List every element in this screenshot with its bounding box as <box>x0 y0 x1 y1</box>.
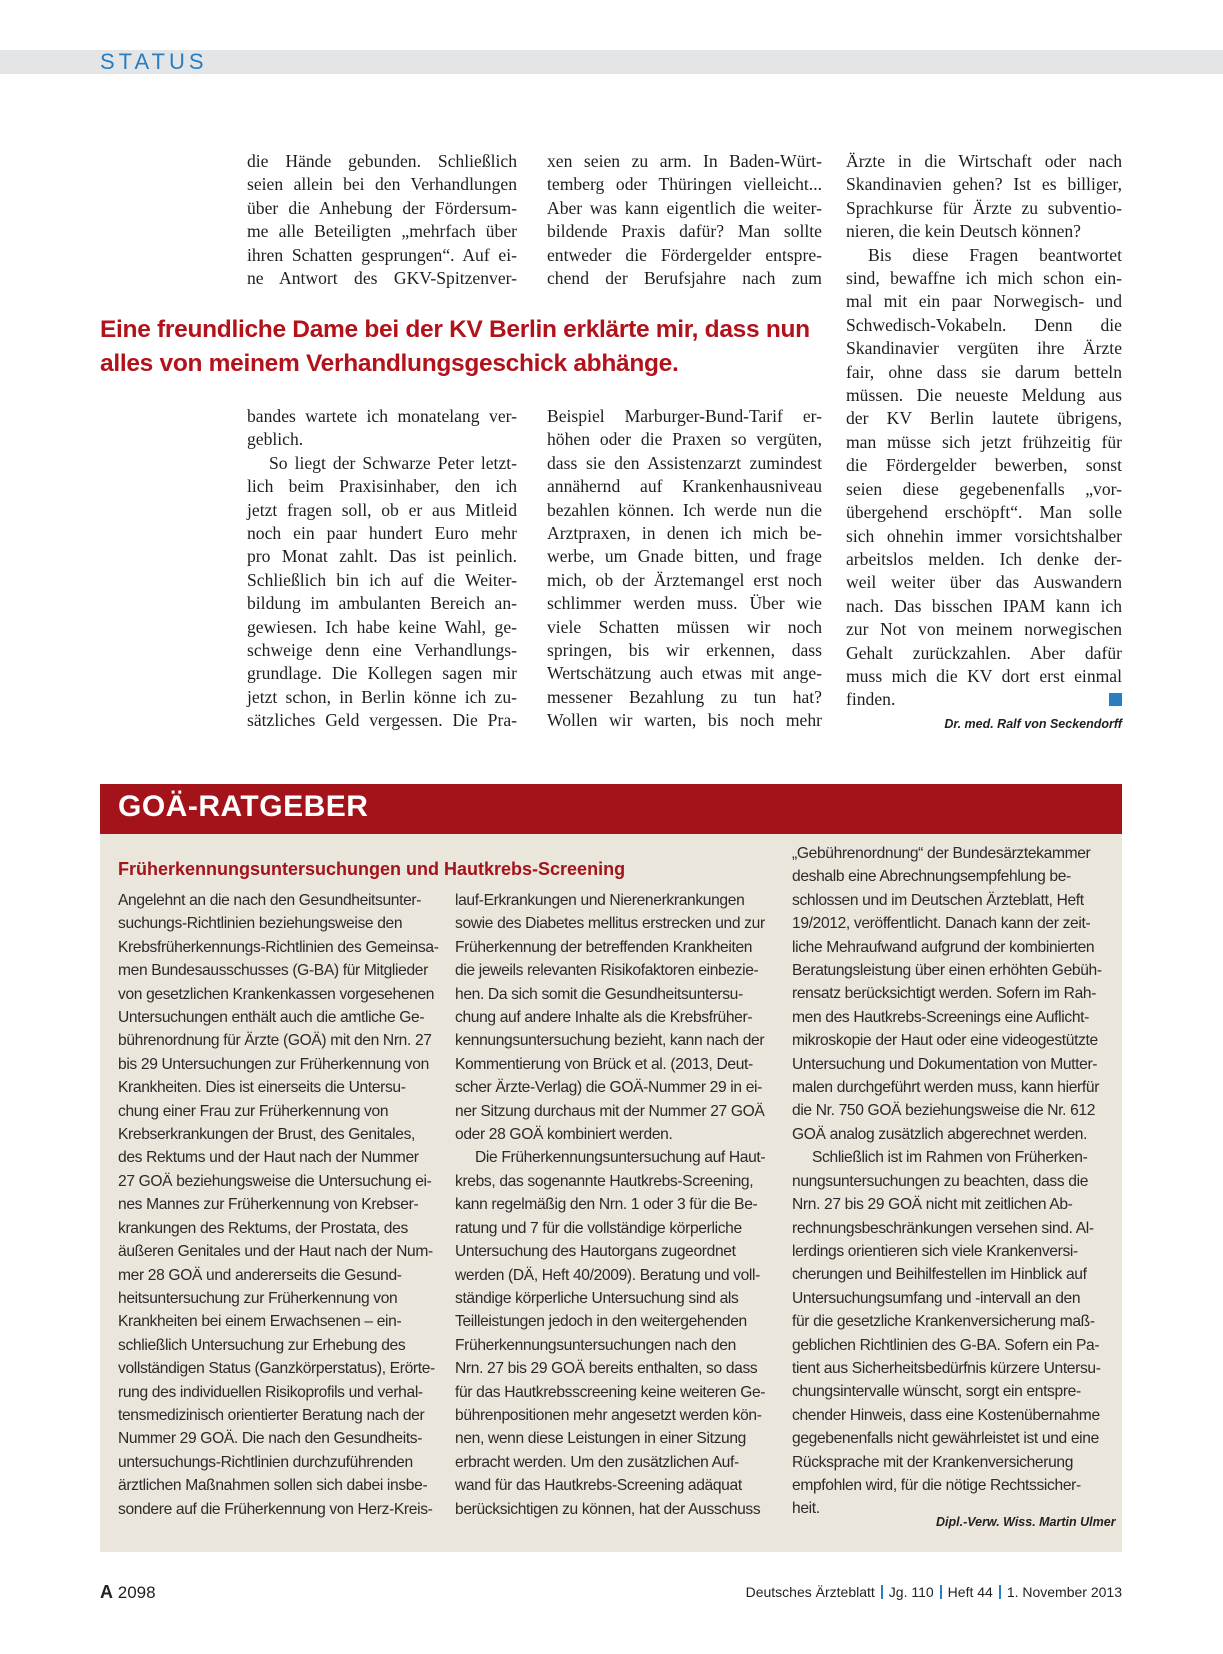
text-line: cherungen und Beihilfestellen im Hinblick auf <box>792 1266 1087 1284</box>
text-line: seien diese gegebenenfalls „vor- <box>846 478 1122 499</box>
text-line: pro Monat zahlt. Das ist peinlich. <box>247 546 517 567</box>
text-line: für die gesetzliche Krankenversicherung maß- <box>792 1313 1095 1331</box>
text-line: mikroskopie der Haut oder eine videogestützte <box>792 1032 1098 1050</box>
text-line: scher Ärzte-Verlag) die GOÄ-Nummer 29 in ei- <box>455 1079 762 1097</box>
article-col3 <box>846 150 1122 712</box>
text-line: ärztlichen Maßnahmen sollen sich dabei insbe- <box>118 1477 428 1495</box>
text-line: chungsintervalle wünscht, sorgt ein entspre- <box>792 1383 1081 1401</box>
advice-box-title: GOÄ-RATGEBER <box>118 790 369 823</box>
text-line: entweder die Fördergelder entspre- <box>547 244 822 265</box>
journal-issue: Heft 44 <box>947 1584 993 1600</box>
text-line: werden (DÄ, Heft 40/2009). Beratung und voll- <box>455 1266 760 1284</box>
article-col1-bottom <box>247 405 517 733</box>
text-line: die Hände gebunden. Schließlich <box>247 151 517 171</box>
article-col1-top <box>247 150 517 290</box>
text-line: arbeitslos melden. Ich denke der- <box>846 548 1122 569</box>
text-line: der KV Berlin lautete übrigens, <box>846 408 1122 429</box>
text-line: men Bundesausschusses (G-BA) für Mitglieder <box>118 962 428 980</box>
text-line: malen durchgeführt werden muss, kann hierfür <box>792 1079 1100 1097</box>
text-line: Sprachkurse für Ärzte zu subventio- <box>846 197 1122 218</box>
text-line: krebs, das sogenannte Hautkrebs-Screening, <box>455 1172 754 1190</box>
text-line: Aber was kann eigentlich die weiter- <box>547 197 822 218</box>
text-line: jetzt fragen soll, ob er aus Mitleid <box>247 499 517 520</box>
text-line: geblich. <box>247 429 304 450</box>
text-line: für das Hautkrebsscreening keine weiteren Ge- <box>455 1383 766 1401</box>
text-line: heitsuntersuchung zur Früherkennung von <box>118 1289 398 1307</box>
text-line: wand für das Hautkrebs-Screening adäquat <box>455 1477 742 1495</box>
advice-box-subtitle: Früherkennungsuntersuchungen und Hautkrebs-Screening <box>118 859 626 879</box>
text-line: GOÄ analog zusätzlich abgerechnet werden. <box>792 1125 1088 1143</box>
text-line: ständige körperliche Untersuchung sind als <box>455 1289 739 1307</box>
text-line: Früherkennungsuntersuchungen nach den <box>455 1336 736 1354</box>
text-line: nungsuntersuchungen zu beachten, dass die <box>792 1172 1089 1190</box>
text-line: sind, bewaffne ich mich schon ein- <box>846 268 1122 289</box>
advice-author: Dipl.-Verw. Wiss. Martin Ulmer <box>936 1515 1116 1529</box>
advice-col3 <box>792 842 1107 1521</box>
text-line: äußeren Genitales und der Haut nach der Num- <box>118 1243 433 1261</box>
text-line: bezahlen können. Ich werde nun die <box>547 499 822 520</box>
text-line: des Rektums und der Haut nach der Nummer <box>118 1149 419 1167</box>
text-line: Wertschätzung auch etwas mit ange- <box>547 663 822 684</box>
text-line: noch ein paar hundert Euro mehr <box>247 523 517 544</box>
pull-quote-line: alles von meinem Verhandlungsgeschick abhänge. <box>100 350 679 377</box>
text-line: „Gebührenordnung“ der Bundesärztekammer <box>792 845 1091 862</box>
text-line: rensatz berücksichtigt werden. Sofern im Rah- <box>792 985 1097 1003</box>
text-line: schlimmer werden muss. Über wie <box>547 593 822 614</box>
text-line: Beratungsleistung über einen erhöhten Gebüh- <box>792 962 1102 980</box>
text-line: kann regelmäßig den Nrn. 1 oder 3 für die Be- <box>455 1196 758 1214</box>
advice-col2 <box>455 889 770 1521</box>
text-line: Gehalt zurückzahlen. Aber dafür <box>846 642 1122 663</box>
text-line: Früherkennung der betreffenden Krankheiten <box>455 938 753 956</box>
text-line: ne Antwort des GKV-Spitzenver- <box>247 268 517 289</box>
pull-quote <box>100 313 820 381</box>
text-line: rung des individuellen Risikoprofils und verhal- <box>118 1383 423 1401</box>
text-line: bildende Praxis dafür? Man sollte <box>547 221 822 242</box>
text-line: So liegt der Schwarze Peter letzt- <box>269 452 517 473</box>
text-line: die Fördergelder bewerben, sonst <box>846 455 1122 476</box>
text-line: seien allein bei den Verhandlungen <box>247 174 517 195</box>
text-line: springen, bis wir erkennen, dass <box>547 640 822 661</box>
text-line: grundlage. Die Kollegen sagen mir <box>247 663 517 684</box>
page-number <box>100 1582 156 1603</box>
text-line: bührenordnung für Ärzte (GOÄ) mit den Nrn. 27 <box>118 1032 432 1050</box>
text-line: lauf-Erkrankungen und Nierenerkrankungen <box>455 892 745 909</box>
text-line: Nrn. 27 bis 29 GOÄ bereits enthalten, so dass <box>455 1360 758 1378</box>
text-line: sondere auf die Früherkennung von Herz-Kreis- <box>118 1500 433 1518</box>
text-line: deshalb eine Abrechnungsempfehlung be- <box>792 868 1071 886</box>
text-line: bildung im ambulanten Bereich an- <box>247 593 517 614</box>
text-line: muss mich die KV dort erst einmal <box>846 665 1122 686</box>
text-line: Krebsfrüherkennungs-Richtlinien des Gemeinsa- <box>118 938 439 956</box>
text-line: bührenpositionen mehr angesetzt werden kön- <box>455 1406 762 1424</box>
text-line: ratung und 7 für die vollständige körperliche <box>455 1219 742 1237</box>
text-line: temberg oder Thüringen vielleicht... <box>547 174 822 195</box>
text-line: oder 28 GOÄ kombiniert werden. <box>455 1126 673 1144</box>
text-line: mich, ob der Ärztemangel erst noch <box>547 569 822 590</box>
text-line: nen, wenn diese Leistungen in einer Sitzung <box>455 1430 746 1448</box>
text-line: chung einer Frau zur Früherkennung von <box>118 1102 389 1120</box>
journal-volume: Jg. 110 <box>888 1584 934 1600</box>
text-line: jetzt schon, in Berlin könne ich zu- <box>247 686 517 707</box>
text-line: nes Mannes zur Früherkennung von Krebser- <box>118 1196 419 1214</box>
text-line: schlossen und im Deutschen Ärzteblatt, Heft <box>792 891 1084 909</box>
text-line: suchungs-Richtlinien beziehungsweise den <box>118 915 403 933</box>
text-line: Beispiel Marburger-Bund-Tarif er- <box>547 406 822 426</box>
text-line: Angelehnt an die nach den Gesundheitsunter- <box>118 892 422 909</box>
text-line: Untersuchungen enthält auch die amtliche Ge- <box>118 1009 425 1027</box>
text-line: schweige denn eine Verhandlungs- <box>247 640 517 661</box>
text-line: Krankheiten. Dies ist einerseits die Untersu- <box>118 1079 406 1097</box>
text-line: über die Anhebung der Fördersum- <box>247 197 517 218</box>
text-line: xen seien zu arm. In Baden-Würt- <box>547 151 822 171</box>
text-line: krankungen des Rektums, der Prostata, des <box>118 1219 408 1237</box>
text-line: chender Hinweis, dass eine Kostenübernahme <box>792 1406 1100 1424</box>
text-line: messener Bezahlung zu tun hat? <box>547 686 822 707</box>
text-line: schließlich Untersuchung zur Erhebung des <box>118 1336 406 1354</box>
text-line: rechnungsbeschränkungen versehen sind. Al- <box>792 1219 1094 1237</box>
text-line: müssen. Die neueste Meldung aus <box>846 385 1122 406</box>
text-line: empfohlen wird, für die nötige Rechtssicher- <box>792 1476 1081 1494</box>
text-line: Teilleistungen jedoch in den weitergehenden <box>455 1313 747 1331</box>
text-line: berücksichtigen zu können, hat der Ausschuss <box>455 1500 761 1518</box>
article-col2-bottom <box>547 405 822 733</box>
text-line: 27 GOÄ beziehungsweise die Untersuchung ei- <box>118 1172 432 1190</box>
text-line: me alle Beteiligten „mehrfach über <box>247 221 517 242</box>
journal-name: Deutsches Ärzteblatt <box>745 1584 875 1600</box>
text-line: Schwedisch-Vokabeln. Denn die <box>846 314 1122 335</box>
text-line: lich beim Praxisinhaber, den ich <box>247 476 517 497</box>
page-prefix: A <box>100 1582 113 1602</box>
text-line: weil weiter über das Auswandern <box>846 572 1122 593</box>
text-line: chend der Berufsjahre nach zum <box>547 268 822 289</box>
text-line: Rücksprache mit der Krankenversicherung <box>792 1453 1074 1471</box>
text-line: men des Hautkrebs-Screenings eine Auflicht- <box>792 1008 1089 1026</box>
text-line: sich ohnehin immer vorsichtshalber <box>846 525 1122 546</box>
text-line: höhen oder die Praxen so vergüten, <box>547 429 822 450</box>
text-line: die Nr. 750 GOÄ beziehungsweise die Nr. 612 <box>792 1102 1096 1120</box>
text-line: Kommentierung von Brück et al. (2013, Deut- <box>455 1055 753 1073</box>
text-line: mer 28 GOÄ und andererseits die Gesund- <box>118 1266 402 1284</box>
text-line: erbracht werden. Um den zusätzlichen Auf- <box>455 1453 739 1471</box>
text-line: Skandinavien gehen? Ist es billiger, <box>846 174 1122 195</box>
article-author: Dr. med. Ralf von Seckendorff <box>944 717 1122 731</box>
text-line: bis 29 Untersuchungen zur Früherkennung von <box>118 1055 429 1073</box>
text-line: finden. <box>846 689 896 710</box>
text-line: Schließlich bin ich auf die Weiter- <box>247 569 517 590</box>
text-line: Untersuchungsumfang und -intervall an den <box>792 1289 1081 1307</box>
text-line: übergehend erschöpft“. Man solle <box>846 502 1122 523</box>
text-line: kennungsuntersuchung bezieht, kann nach der <box>455 1032 765 1050</box>
text-line: chung auf andere Inhalte als die Krebsfrüher- <box>455 1009 753 1027</box>
text-line: heit. <box>792 1500 820 1518</box>
journal-info <box>746 1584 1122 1600</box>
text-line: dass sie den Assistenzarzt zumindest <box>547 452 822 473</box>
text-line: Untersuchung des Hautorgans zugeordnet <box>455 1243 736 1261</box>
text-line: fair, ohne dass sie darum betteln <box>846 361 1122 382</box>
text-line: Krankheiten bei einem Erwachsenen – ein- <box>118 1313 402 1331</box>
text-line: Bis diese Fragen beantwortet <box>868 244 1122 265</box>
end-of-article-mark <box>1109 693 1122 706</box>
text-line: Untersuchung und Dokumentation von Mutter- <box>792 1055 1098 1073</box>
separator <box>999 1585 1001 1599</box>
text-line: mal mit ein paar Norwegisch- und <box>846 291 1122 312</box>
section-label: STATUS <box>100 49 208 74</box>
text-line: ihren Schatten gesprungen“. Auf ei- <box>247 244 517 265</box>
page-number-value: 2098 <box>117 1583 156 1602</box>
text-line: lerdings orientieren sich viele Krankenversi- <box>792 1242 1078 1260</box>
text-line: Krebserkrankungen der Brust, des Genitales, <box>118 1126 415 1144</box>
text-line: tensmedizinisch orientierter Beratung nach der <box>118 1406 425 1424</box>
text-line: annähernd auf Krankenhausniveau <box>547 476 822 497</box>
text-line: nach. Das bisschen IPAM kann ich <box>846 595 1122 616</box>
pull-quote-line: Eine freundliche Dame bei der KV Berlin erklärte mir, dass nun <box>100 316 810 343</box>
text-line: untersuchungs-Richtlinien durchzuführenden <box>118 1453 413 1471</box>
text-line: werbe, um Gnade bitten, und frage <box>547 546 822 567</box>
text-line: die jeweils relevanten Risikofaktoren einbezie- <box>455 962 759 980</box>
text-line: gewiesen. Ich habe keine Wahl, ge- <box>247 616 517 637</box>
text-line: Nummer 29 GOÄ. Die nach den Gesundheits- <box>118 1430 423 1448</box>
text-line: viele Schatten müssen wir noch <box>547 616 822 637</box>
text-line: hen. Da sich somit die Gesundheitsuntersu- <box>455 985 743 1003</box>
text-line: Arztpraxen, in denen ich mich be- <box>547 523 822 544</box>
text-line: 19/2012, veröffentlicht. Danach kann der zeit- <box>792 915 1091 933</box>
text-line: von gesetzlichen Krankenkassen vorgesehenen <box>118 985 435 1003</box>
text-line: sowie des Diabetes mellitus erstrecken und zur <box>455 915 765 933</box>
text-line: ner Sitzung durchaus mit der Nummer 27 GOÄ <box>455 1102 765 1120</box>
text-line: Schließlich ist im Rahmen von Früherken- <box>812 1149 1088 1167</box>
text-line: sätzliches Geld vergessen. Die Pra- <box>247 710 517 731</box>
text-line: vollständigen Status (Ganzkörperstatus), Erörte- <box>118 1360 435 1378</box>
text-line: liche Mehraufwand aufgrund der kombinierten <box>792 938 1095 956</box>
text-line-last <box>846 688 1122 711</box>
text-line: Die Früherkennungsuntersuchung auf Haut- <box>475 1149 766 1167</box>
advice-col1 <box>118 889 439 1521</box>
article-col2-top <box>547 150 822 290</box>
text-line: zur Not von meinem norwegischen <box>846 619 1122 640</box>
separator <box>940 1585 942 1599</box>
text-line: nieren, die kein Deutsch können? <box>846 221 1081 242</box>
separator <box>881 1585 883 1599</box>
text-line: Ärzte in die Wirtschaft oder nach <box>846 151 1122 171</box>
text-line: tient aus Sicherheitsbedürfnis kürzere Untersu- <box>792 1359 1101 1377</box>
text-line: man müsse sich jetzt frühzeitig für <box>846 431 1122 452</box>
text-line: Skandinavier vergüten ihre Ärzte <box>846 338 1122 359</box>
text-line: geblichen Richtlinien des G-BA. Sofern ein Pa- <box>792 1336 1100 1354</box>
text-line: bandes wartete ich monatelang ver- <box>247 406 517 426</box>
text-line: Nrn. 27 bis 29 GOÄ nicht mit zeitlichen Ab- <box>792 1196 1073 1214</box>
text-line: Wollen wir warten, bis noch mehr <box>547 710 822 731</box>
text-line: gegebenenfalls nicht gewährleistet ist und eine <box>792 1430 1099 1448</box>
journal-date: 1. November 2013 <box>1006 1584 1122 1600</box>
